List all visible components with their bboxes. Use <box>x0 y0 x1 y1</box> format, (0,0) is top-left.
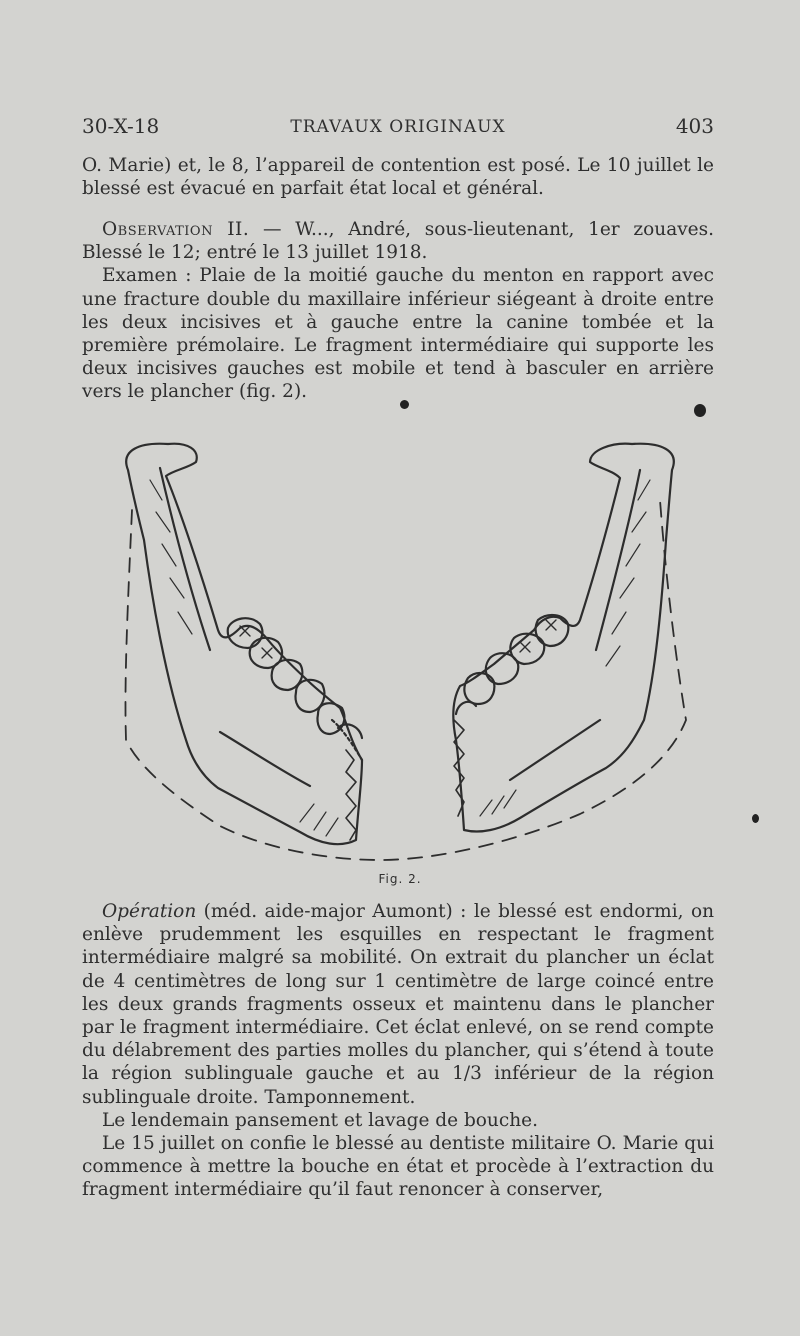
examen-paragraph: Examen : Plaie de la moitié gauche du menton en rapport avec une fracture double du maxillaire inférieur siégeant à droite entre les deux incisives et à gauche entre la canine tombée et la première prémolaire. Le fragment intermédiaire qui supporte les deux incisives gauches est mobile et tend à basculer en arrière vers le plancher (fig. 2). <box>82 265 714 403</box>
header-date: 30-X-18 <box>82 114 160 138</box>
paragraph-top <box>82 154 714 200</box>
page-number: 403 <box>675 114 714 138</box>
observation-heading: Observation II. <box>102 219 250 240</box>
ink-speck <box>400 400 409 409</box>
observation-paragraph <box>82 218 714 264</box>
operation-label: Opération <box>102 901 197 922</box>
running-title: TRAVAUX ORIGINAUX <box>290 117 506 137</box>
paragraph-top-text: O. Marie) et, le 8, l’appareil de contention est posé. Le 10 juillet le blessé est évacué en parfait état local et général. <box>82 155 714 200</box>
jaw-fracture-figure <box>100 420 700 890</box>
left-mandible-fragment <box>126 444 362 844</box>
observation-text: — W..., André, sous-lieutenant, 1er zouaves. Blessé le 12; entré le 13 juillet 1918. <box>82 219 715 264</box>
final-paragraph: Le 15 juillet on confie le blessé au dentiste militaire O. Marie qui commence à mettre la bouche en état et procède à l’extraction du fragment intermédiaire qu’il faut renoncer à conserver, <box>82 1133 714 1201</box>
lendemain-paragraph: Le lendemain pansement et lavage de bouche. <box>102 1109 538 1131</box>
observation-block <box>82 218 714 404</box>
dashed-outline <box>125 500 686 860</box>
operation-block <box>82 900 714 1202</box>
ink-speck <box>752 814 759 823</box>
operation-paragraph <box>82 900 714 1109</box>
figure-caption: Fig. 2. <box>378 872 422 886</box>
operation-text: (méd. aide-major Aumont) : le blessé est endormi, on enlève prudemment les esquilles en respectant le fragment intermédiaire malgré sa mobilité. On extrait du plancher un éclat de 4 centimètres de long sur 1 centimètre de large coincé entre les deux grands fragments osseux et maintenu dans le plancher par le fragment intermédiaire. Cet éclat enlevé, on se rend compte du délabrement des parties molles du plancher, qui s’étend à toute la région sublinguale gauche et au 1/3 inférieur de la région sublinguale droite. Tamponnement. <box>82 901 714 1108</box>
ink-speck <box>694 404 706 417</box>
right-mandible-fragment <box>453 444 673 832</box>
running-header <box>82 114 714 144</box>
